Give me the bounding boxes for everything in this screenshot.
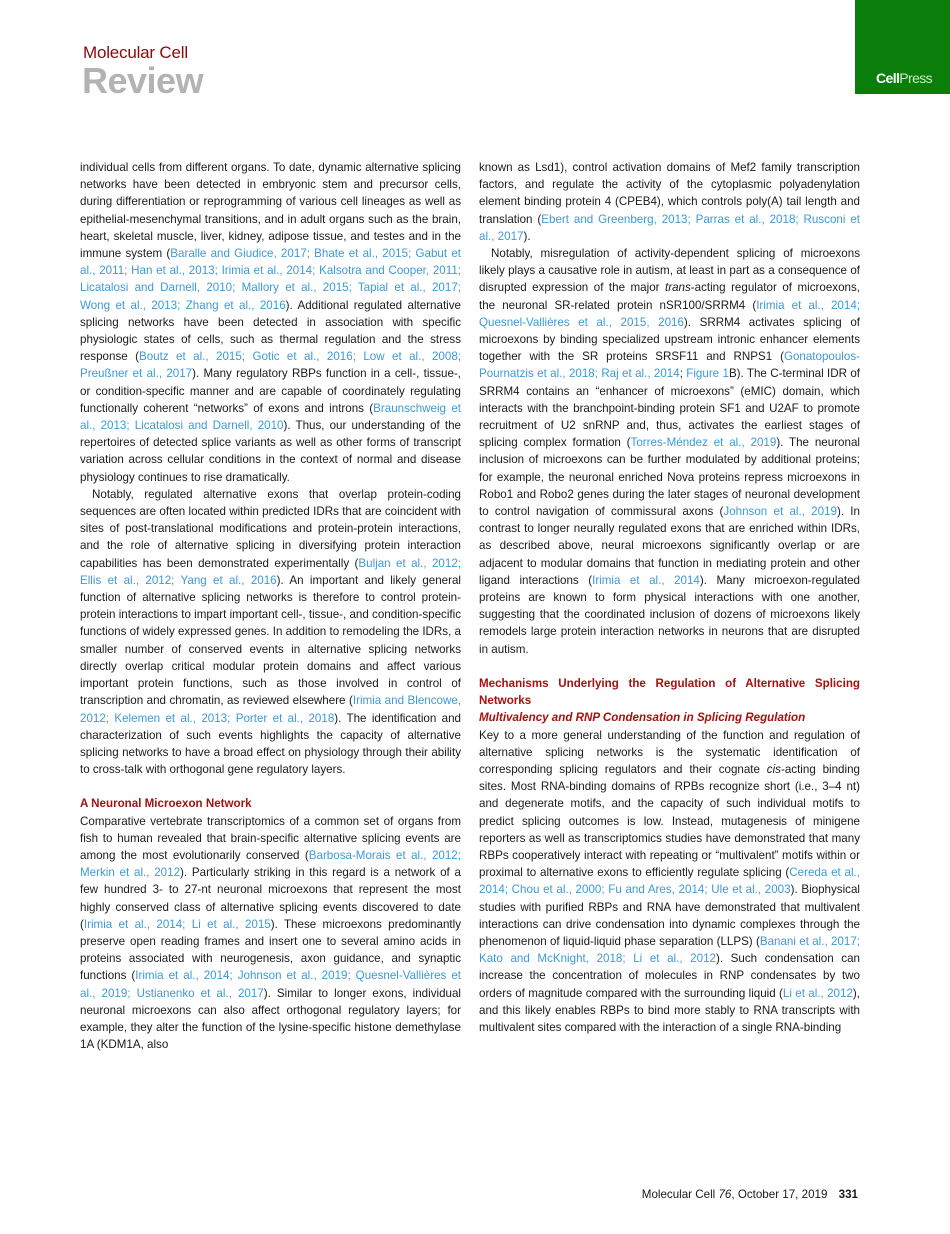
section-heading — [80, 795, 461, 812]
citation-link[interactable]: Irimia and Blencowe, 2012; Kelemen et al., 2013; Porter et al., 2018 — [80, 694, 461, 725]
citation-link[interactable]: Gonatopoulos-Pournatzis et al., 2018; Raj et al., 2014 — [479, 350, 860, 381]
body-text: ). These microexons predominantly preserve open reading frames and insert one to several amino acids in proteins associated with neurogenesis, axon guidance, and synaptic functions ( — [80, 917, 461, 983]
body-text: ). An important and likely general function of alternative splicing networks is therefore to control protein-protein interactions to impart important cell-, tissue-, and condition-specific functions of widely expressed genes. In addition to remodeling the IDRs, a smaller number of conserved events in alternative splicing networks directly overlap critical modular protein domains and affect various important protein functions, such as those involved in control of transcription and chromatin, as reviewed elsewhere ( — [80, 573, 461, 708]
citation-link[interactable]: Buljan et al., 2012; Ellis et al., 2012; Yang et al., 2016 — [80, 556, 461, 587]
citation-link[interactable]: Baralle and Giudice, 2017; Bhate et al., 2015; Gabut et al., 2011; Han et al., 2013; Irimia et al., 2014; Kalsotra and Cooper, 2011; Licatalosi and Darnell, 2010; Mallory et al., 2015; Tapial et al., 2017; Wong et al., 2013; Zhang et al., 2016 — [80, 247, 461, 312]
body-text: -acting regulator of microexons, the neuronal SR-related protein nSR100/SRRM4 ( — [479, 281, 860, 312]
citation-link[interactable]: Irimia et al., 2014; Johnson et al., 2019; Quesnel-Vallières et al., 2019; Ustianenko et al., 2017 — [80, 969, 461, 1000]
footer-date: , October 17, 2019 — [731, 1188, 828, 1201]
body-text: ). Many regulatory RBPs function in a cell-, tissue-, or condition-specific manner and are capable of coordinately regulating functionally coherent “networks” of exons and introns ( — [80, 367, 461, 415]
page-number: 331 — [838, 1188, 858, 1201]
body-text: Comparative vertebrate transcriptomics of a common set of organs from fish to human revealed that brain-specific alternative splicing events are among the most evolutionarily conserved ( — [80, 814, 461, 862]
section-heading — [479, 675, 860, 709]
body-text: ). The identification and characterization of such events highlights the capacity of alternative splicing networks to have a broad effect on physiology through their ability to cross-talk with orthogonal gene regulatory layers. — [80, 711, 461, 777]
text-column-left — [80, 159, 461, 1053]
citation-link[interactable]: Braunschweig et al., 2013; Licatalosi and Darnell, 2010 — [80, 401, 461, 433]
page-footer — [642, 1188, 858, 1201]
citation-link[interactable]: Barbosa-Morais et al., 2012; Merkin et al., 2012 — [80, 848, 461, 880]
body-text: ; — [679, 367, 687, 381]
body-text: individual cells from different organs. To date, dynamic alternative splicing networks have been detected in embryonic stem and precursor cells, during differentiation or reprogramming of various cell lineages as well as epithelial-mesenchymal transitions, and in adult organs such as the brain, heart, skeletal muscle, liver, kidney, adipose tissue, and testes and in the immune system ( — [80, 161, 461, 261]
body-text: ). Thus, our understanding of the repertoires of detected splice variants as well as other forms of transcript variation across cellular conditions in the context of normal and disease physiology continues to rise dramatically. — [80, 419, 461, 484]
journal-name: Molecular Cell — [83, 43, 188, 62]
body-text: ), and this likely enables RBPs to bind more stably to RNA transcripts with multivalent sites compared with the interaction of a single RNA-binding — [479, 986, 860, 1034]
paragraph — [479, 159, 860, 245]
citation-link[interactable]: Irimia et al., 2014 — [592, 573, 700, 587]
body-text: Mechanisms Underlying the Regulation of Alternative Splicing Networks — [479, 676, 860, 708]
italic-text: trans — [665, 281, 691, 295]
citation-link[interactable]: Johnson et al., 2019 — [723, 505, 837, 519]
body-text: ). In contrast to longer neurally regulated exons that are enriched within IDRs, as described above, neural microexons significantly overlap or are adjacent to modular domains that function in mediating protein and other ligand interactions ( — [479, 505, 860, 587]
cellpress-logo — [855, 0, 950, 94]
body-text: ). Similar to longer exons, individual neuronal microexons can also affect orthogonal regulatory layers; for example, they alter the function of the lysine-specific histone demethylase 1A (KDM1A, also — [80, 986, 461, 1052]
paragraph — [80, 813, 461, 1054]
cellpress-logo-text: CellPress — [876, 70, 933, 86]
citation-link[interactable]: Boutz et al., 2015; Gotic et al., 2016; Low et al., 2008; Preußner et al., 2017 — [80, 350, 461, 381]
article-type: Review — [82, 60, 204, 101]
citation-link[interactable]: Irimia et al., 2014; Quesnel-Vallières et al., 2015, 2016 — [479, 298, 861, 329]
citation-link[interactable]: Ebert and Greenberg, 2013; Parras et al., 2018; Rusconi et al., 2017 — [479, 212, 860, 243]
text-column-right — [479, 159, 860, 1036]
body-text: ). Such condensation can increase the concentration of molecules in RNP condensates by two orders of magnitude compared with the surrounding liquid ( — [479, 952, 860, 1000]
citation-link[interactable]: Irimia et al., 2014; Li et al., 2015 — [83, 917, 271, 931]
citation-link[interactable]: Cereda et al., 2014; Chou et al., 2000; Fu and Ares, 2014; Ule et al., 2003 — [479, 866, 860, 897]
body-text: ). Many microexon-regulated proteins are known to form physical interactions with one another, suggesting that the coordinated inclusion of dozens of microexons likely remodels large protein interaction networks in neurons that are disrupted in autism. — [479, 573, 860, 656]
body-text: A Neuronal Microexon Network — [80, 797, 252, 811]
footer-volume: 76 — [718, 1188, 732, 1201]
body-text: Multivalency and RNP Condensation in Splicing Regulation — [479, 711, 806, 725]
citation-link[interactable]: Figure 1 — [686, 367, 729, 381]
paragraph — [479, 727, 860, 1037]
body-text: Notably, regulated alternative exons that overlap protein-coding sequences are often located within predicted IDRs that are coincident with sites of post-translational modifications and protein-protein interactions, and the role of alternative splicing in diversifying protein interaction capabilities has been demonstrated experimentally ( — [80, 487, 461, 570]
body-text: ). The neuronal inclusion of microexons can be further modulated by additional proteins; for example, the neuronal enriched Nova proteins repress microexons in Robo1 and Robo2 genes during the later stages of neuronal development to control navigation of commissural axons ( — [479, 436, 860, 519]
paragraph — [479, 245, 860, 658]
body-text: ). Particularly striking in this regard is a network of a few hundred 3- to 27-nt neuronal microexons that represent the most highly conserved class of alternative splicing events discovered to date ( — [80, 866, 461, 931]
body-text: known as Lsd1), control activation domains of Mef2 family transcription factors, and regulate the activity of the cytoplasmic polyadenylation element binding protein 4 (CPEB4), which controls poly(A) tail length and translation ( — [479, 161, 860, 226]
body-text: Key to a more general understanding of the function and regulation of alternative splicing networks is the systematic identification of corresponding splicing regulators and their cognate — [479, 728, 860, 776]
citation-link[interactable]: Banani et al., 2017; Kato and McKnight, 2018; Li et al., 2012 — [479, 934, 860, 966]
body-text: ). Biophysical studies with purified RBPs and RNA have demonstrated that multivalent interactions can drive condensation into dynamic complexes through the phenomenon of liquid-liquid phase separation (LLPS) ( — [479, 883, 860, 948]
italic-text: cis — [766, 762, 781, 776]
body-text: ). — [523, 229, 531, 243]
subsection-heading — [479, 709, 860, 726]
citation-link[interactable]: Li et al., 2012 — [782, 986, 853, 1000]
paragraph — [80, 486, 461, 778]
footer-journal: Molecular Cell — [641, 1188, 716, 1201]
body-text: -acting binding sites. Most RNA-binding domains of RPBs recognize short (i.e., 3–4 nt) and degenerate motifs, and the capacity of such individual motifs to predict splicing outcomes is low. Instead, mutagenesis of minigene reporters as well as transcriptomics studies have demonstrated that many RBPs cooperatively interact with repeating or “multivalent” motifs within or proximal to alternative exons to efficiently regulate splicing ( — [479, 762, 860, 880]
body-text: Notably, misregulation of activity-dependent splicing of microexons likely plays a causative role in autism, at least in part as a consequence of disrupted expression of the major — [479, 247, 860, 295]
body-text: ). Additional regulated alternative splicing networks have been detected in association with specific physiologic states of cells, such as thermal regulation and the stress response ( — [80, 298, 461, 364]
citation-link[interactable]: Torres-Méndez et al., 2019 — [630, 436, 777, 450]
body-text: B). The C-terminal IDR of SRRM4 contains an “enhancer of microexons” (eMIC) domain, which interacts with the branchpoint-binding protein SF1 and U2AF to promote recruitment of U2 snRNP and, thus, activates the earliest stages of splicing complex formation ( — [479, 367, 861, 450]
body-text: ). SRRM4 activates splicing of microexons by binding specialized upstream intronic enhancer elements together with the SR proteins SRSF11 and RNPS1 ( — [479, 315, 861, 364]
paragraph — [80, 159, 461, 486]
